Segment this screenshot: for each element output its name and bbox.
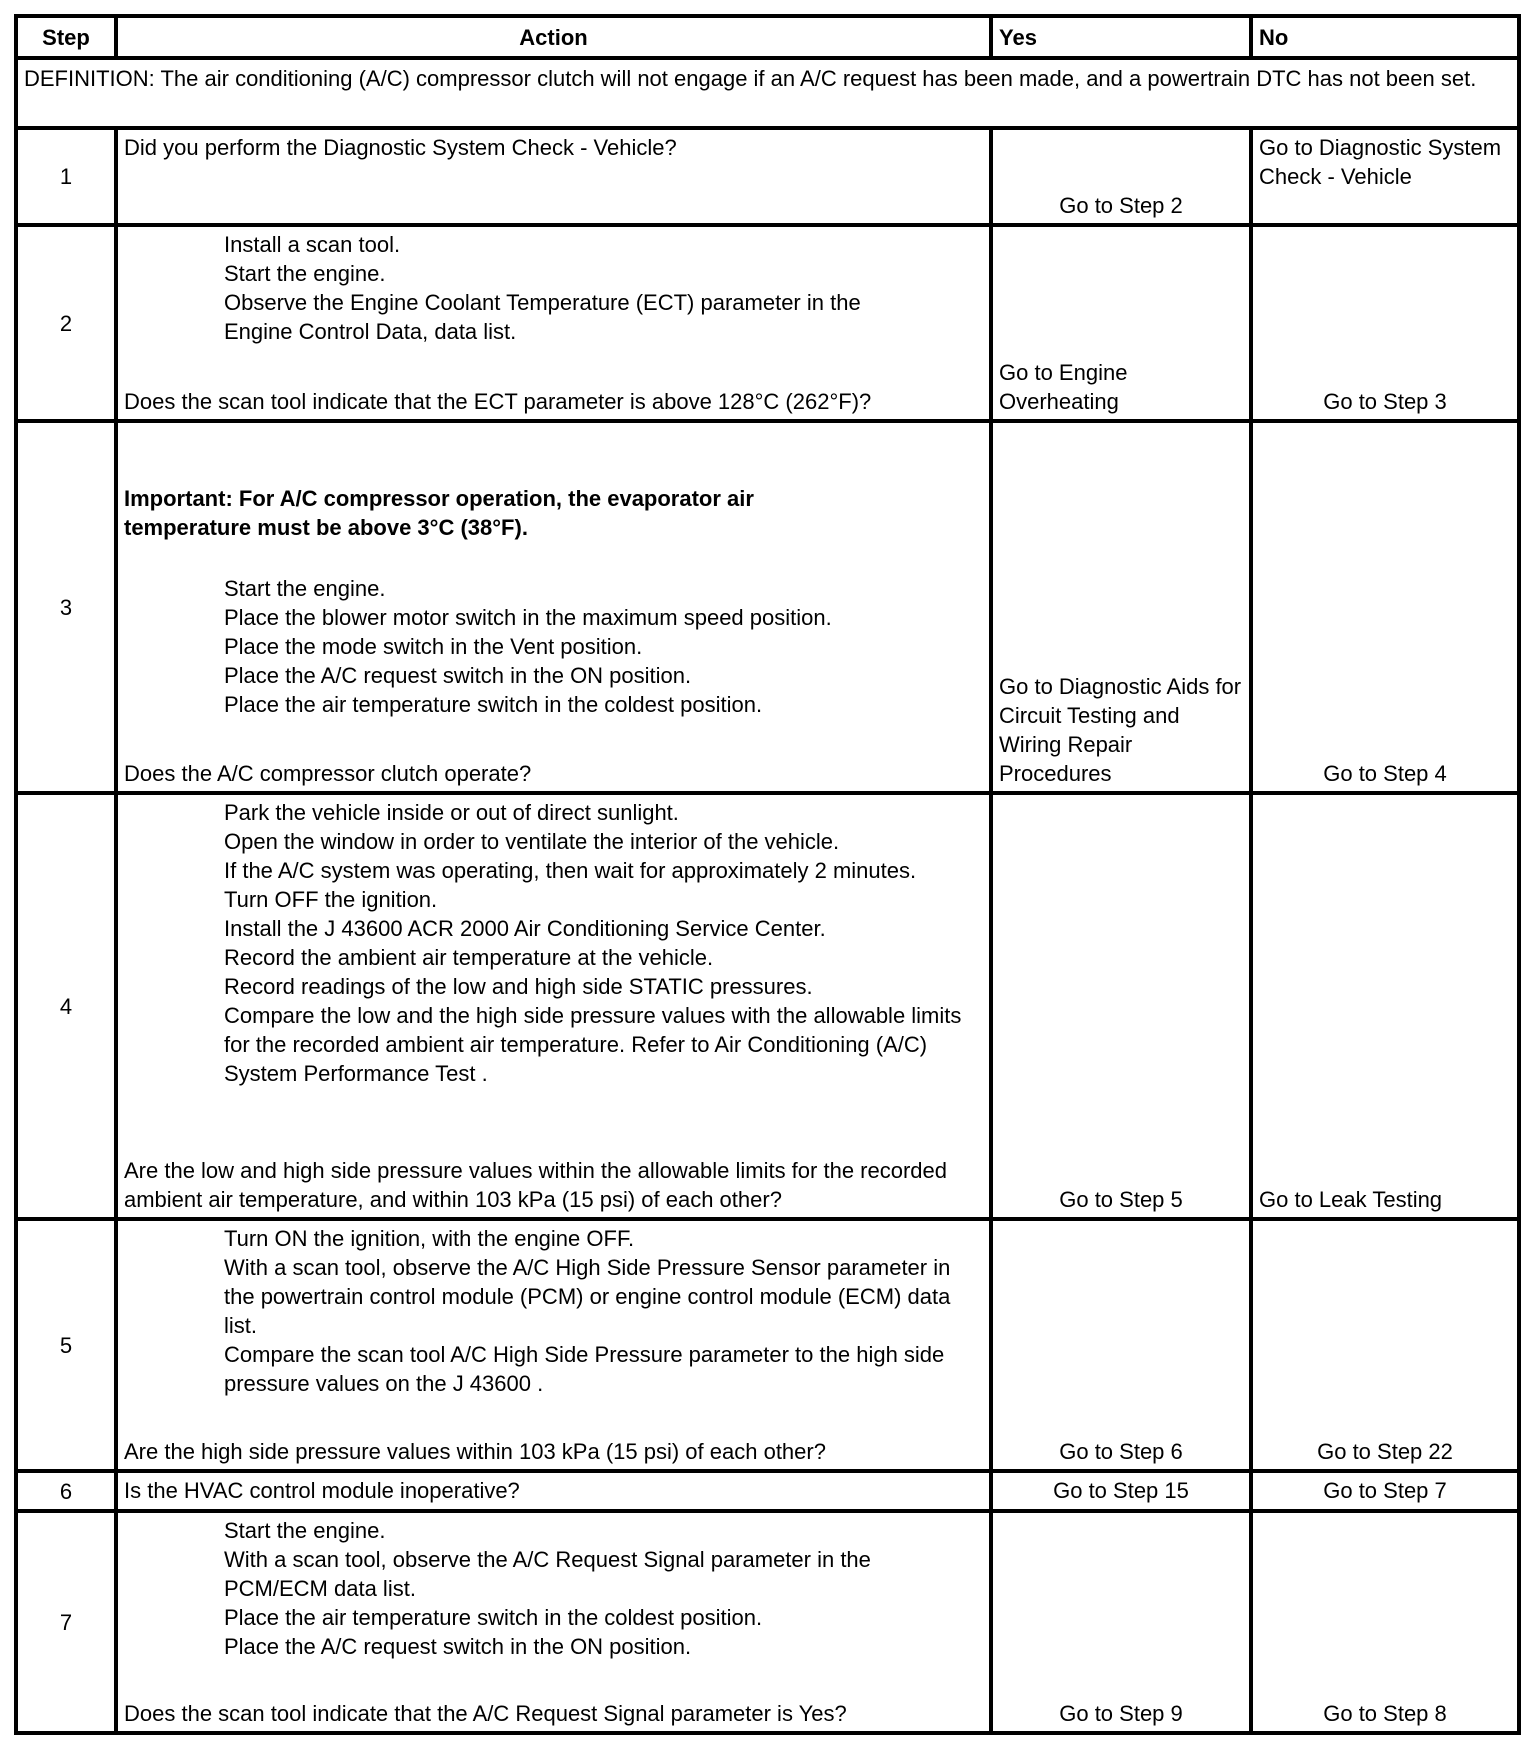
header-row [16, 16, 1519, 58]
instruction-list [124, 230, 884, 346]
step-question: Did you perform the Diagnostic System Check - Vehicle? [124, 135, 677, 160]
step-number: 4 [16, 793, 116, 1219]
instruction: Place the air temperature switch in the coldest position. [224, 692, 763, 717]
step-row-5 [16, 1219, 1519, 1471]
instruction-list [124, 1516, 904, 1661]
step-action [116, 1511, 991, 1733]
no-result: Go to Diagnostic System Check - Vehicle [1251, 128, 1519, 225]
instruction: Start the engine. [224, 1518, 386, 1543]
step-action [116, 793, 991, 1219]
step-question: Does the scan tool indicate that the ECT parameter is above 128°C (262°F)? [124, 389, 872, 414]
instruction: Install a scan tool. [224, 232, 401, 257]
step-row-1 [16, 128, 1519, 225]
step-number: 5 [16, 1219, 116, 1471]
no-result: Go to Step 7 [1251, 1471, 1519, 1511]
step-row-2 [16, 225, 1519, 421]
step-number: 1 [16, 128, 116, 225]
instruction-list [124, 798, 983, 1088]
yes-result: Go to Step 15 [991, 1471, 1251, 1511]
instruction: Place the blower motor switch in the maximum speed position. [224, 605, 832, 630]
step-row-4 [16, 793, 1519, 1219]
no-result: Go to Step 4 [1251, 421, 1519, 793]
instruction: Place the A/C request switch in the ON position. [224, 663, 692, 688]
step-question: Does the A/C compressor clutch operate? [124, 761, 532, 786]
instruction-list [124, 574, 983, 719]
header-action: Action [116, 16, 991, 58]
diagnostic-table [14, 14, 1521, 1735]
instruction: Compare the low and the high side pressure values with the allowable limits for the recorded ambient air temperature. Refer to Air Conditioning (A/C) System Performance Test . [224, 1003, 962, 1086]
instruction: Turn ON the ignition, with the engine OFF. [224, 1226, 635, 1251]
header-yes: Yes [991, 16, 1251, 58]
step-number: 6 [16, 1471, 116, 1511]
step-number: 7 [16, 1511, 116, 1733]
instruction: Place the air temperature switch in the coldest position. [224, 1605, 763, 1630]
yes-result: Go to Step 2 [991, 128, 1251, 225]
step-question: Are the high side pressure values within 103 kPa (15 psi) of each other? [124, 1439, 826, 1464]
instruction: Place the mode switch in the Vent position. [224, 634, 643, 659]
instruction: Install the J 43600 ACR 2000 Air Conditioning Service Center. [224, 916, 826, 941]
step-number: 3 [16, 421, 116, 793]
instruction: Park the vehicle inside or out of direct sunlight. [224, 800, 679, 825]
instruction: Observe the Engine Coolant Temperature (ECT) parameter in the Engine Control Data, data list. [224, 290, 861, 344]
step-action [116, 128, 991, 225]
definition-text: DEFINITION: The air conditioning (A/C) compressor clutch will not engage if an A/C request has been made, and a powertrain DTC has not been set. [16, 58, 1519, 128]
instruction: If the A/C system was operating, then wait for approximately 2 minutes. [224, 858, 917, 883]
step-number: 2 [16, 225, 116, 421]
yes-result: Go to Engine Overheating [991, 225, 1251, 421]
no-result: Go to Step 3 [1251, 225, 1519, 421]
yes-result: Go to Step 9 [991, 1511, 1251, 1733]
important-note: Important: For A/C compressor operation, the evaporator air temperature must be above 3°C (38°F). [124, 486, 754, 540]
header-step: Step [16, 16, 116, 58]
instruction: Record the ambient air temperature at the vehicle. [224, 945, 714, 970]
no-result: Go to Step 8 [1251, 1511, 1519, 1733]
no-result: Go to Step 22 [1251, 1219, 1519, 1471]
yes-result: Go to Step 6 [991, 1219, 1251, 1471]
step-row-3 [16, 421, 1519, 793]
instruction: Compare the scan tool A/C High Side Pressure parameter to the high side pressure values on the J 43600 . [224, 1342, 945, 1396]
step-question: Does the scan tool indicate that the A/C Request Signal parameter is Yes? [124, 1701, 847, 1726]
instruction-list [124, 1224, 983, 1398]
definition-row [16, 58, 1519, 128]
step-action [116, 421, 991, 793]
instruction: Start the engine. [224, 576, 386, 601]
no-result: Go to Leak Testing [1251, 793, 1519, 1219]
instruction: With a scan tool, observe the A/C High Side Pressure Sensor parameter in the powertrain control module (PCM) or engine control module (ECM) data list. [224, 1255, 951, 1338]
step-question: Is the HVAC control module inoperative? [116, 1471, 991, 1511]
step-row-7 [16, 1511, 1519, 1733]
instruction: Start the engine. [224, 261, 386, 286]
instruction: With a scan tool, observe the A/C Request Signal parameter in the PCM/ECM data list. [224, 1547, 871, 1601]
step-action [116, 225, 991, 421]
step-row-6 [16, 1471, 1519, 1511]
instruction: Record readings of the low and high side STATIC pressures. [224, 974, 813, 999]
step-question: Are the low and high side pressure values within the allowable limits for the recorded ambient air temperature, and within 103 kPa (15 psi) of each other? [124, 1158, 947, 1212]
yes-result: Go to Diagnostic Aids for Circuit Testing and Wiring Repair Procedures [991, 421, 1251, 793]
instruction: Turn OFF the ignition. [224, 887, 438, 912]
step-action [116, 1219, 991, 1471]
instruction: Open the window in order to ventilate the interior of the vehicle. [224, 829, 840, 854]
yes-result: Go to Step 5 [991, 793, 1251, 1219]
instruction: Place the A/C request switch in the ON position. [224, 1634, 692, 1659]
header-no: No [1251, 16, 1519, 58]
